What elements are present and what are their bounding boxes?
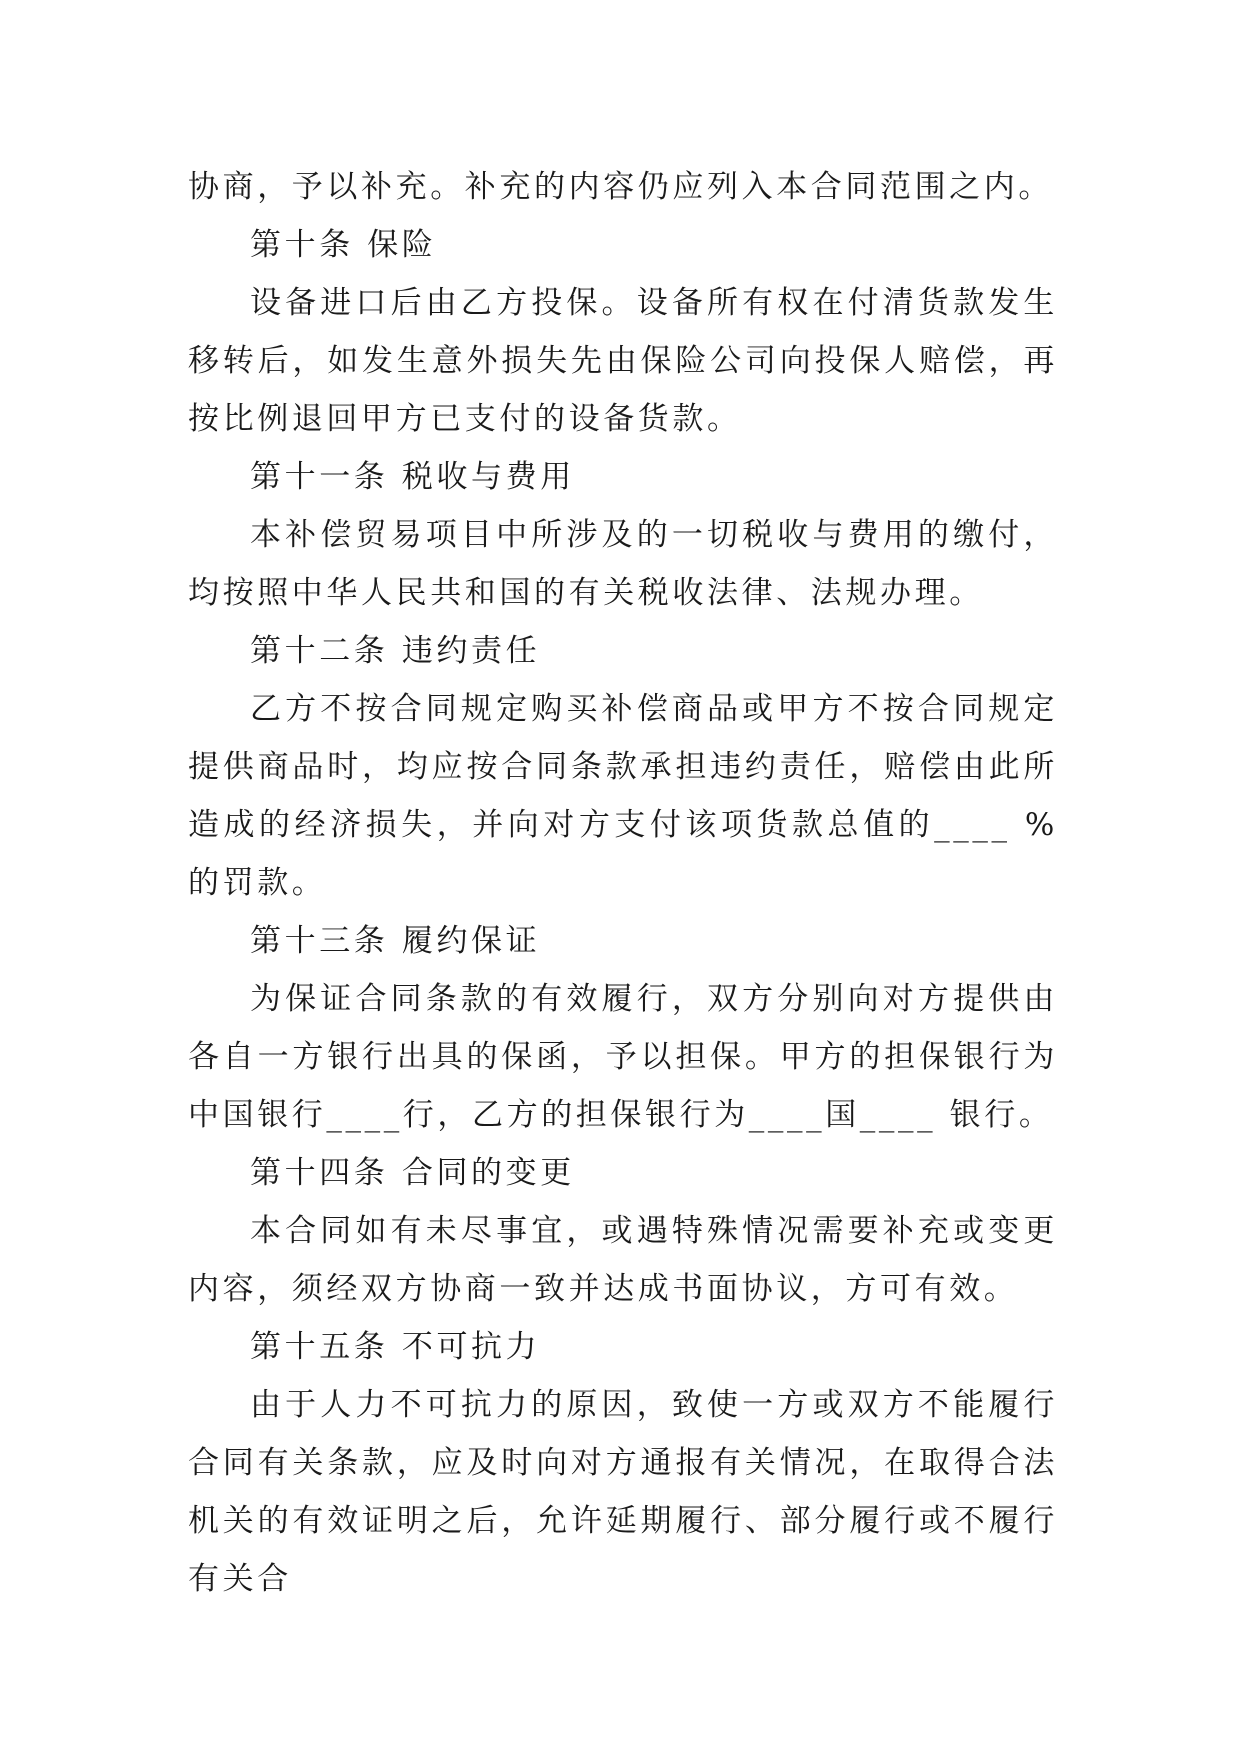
article-11-body: 本补偿贸易项目中所涉及的一切税收与费用的缴付，均按照中华人民共和国的有关税收法律、法规办理。	[188, 517, 1058, 611]
article-14-heading: 第十四条 合同的变更	[250, 1155, 575, 1191]
article-10-heading: 第十条 保险	[250, 227, 437, 263]
article-13-heading: 第十三条 履约保证	[250, 923, 541, 959]
article-15-body: 由于人力不可抗力的原因，致使一方或双方不能履行合同有关条款，应及时向对方通报有关情况，在取得合法机关的有效证明之后，允许延期履行、部分履行或不履行有关合	[188, 1387, 1058, 1597]
paragraph-continuation: 协商，予以补充。补充的内容仍应列入本合同范围之内。	[188, 169, 1053, 205]
article-11-heading: 第十一条 税收与费用	[250, 459, 575, 495]
article-10-body: 设备进口后由乙方投保。设备所有权在付清货款发生移转后，如发生意外损失先由保险公司向投保人赔偿，再按比例退回甲方已支付的设备货款。	[188, 285, 1058, 437]
article-12-heading: 第十二条 违约责任	[250, 633, 541, 669]
article-13-body: 为保证合同条款的有效履行，双方分别向对方提供由各自一方银行出具的保函，予以担保。甲方的担保银行为中国银行____行，乙方的担保银行为____国____ 银行。	[188, 981, 1058, 1133]
document-body	[188, 158, 1058, 1608]
article-15-heading: 第十五条 不可抗力	[250, 1329, 541, 1365]
article-12-body: 乙方不按合同规定购买补偿商品或甲方不按合同规定提供商品时，均应按合同条款承担违约责任，赔偿由此所造成的经济损失，并向对方支付该项货款总值的____ %的罚款。	[188, 691, 1058, 901]
article-14-body: 本合同如有未尽事宜，或遇特殊情况需要补充或变更内容，须经双方协商一致并达成书面协议，方可有效。	[188, 1213, 1058, 1307]
